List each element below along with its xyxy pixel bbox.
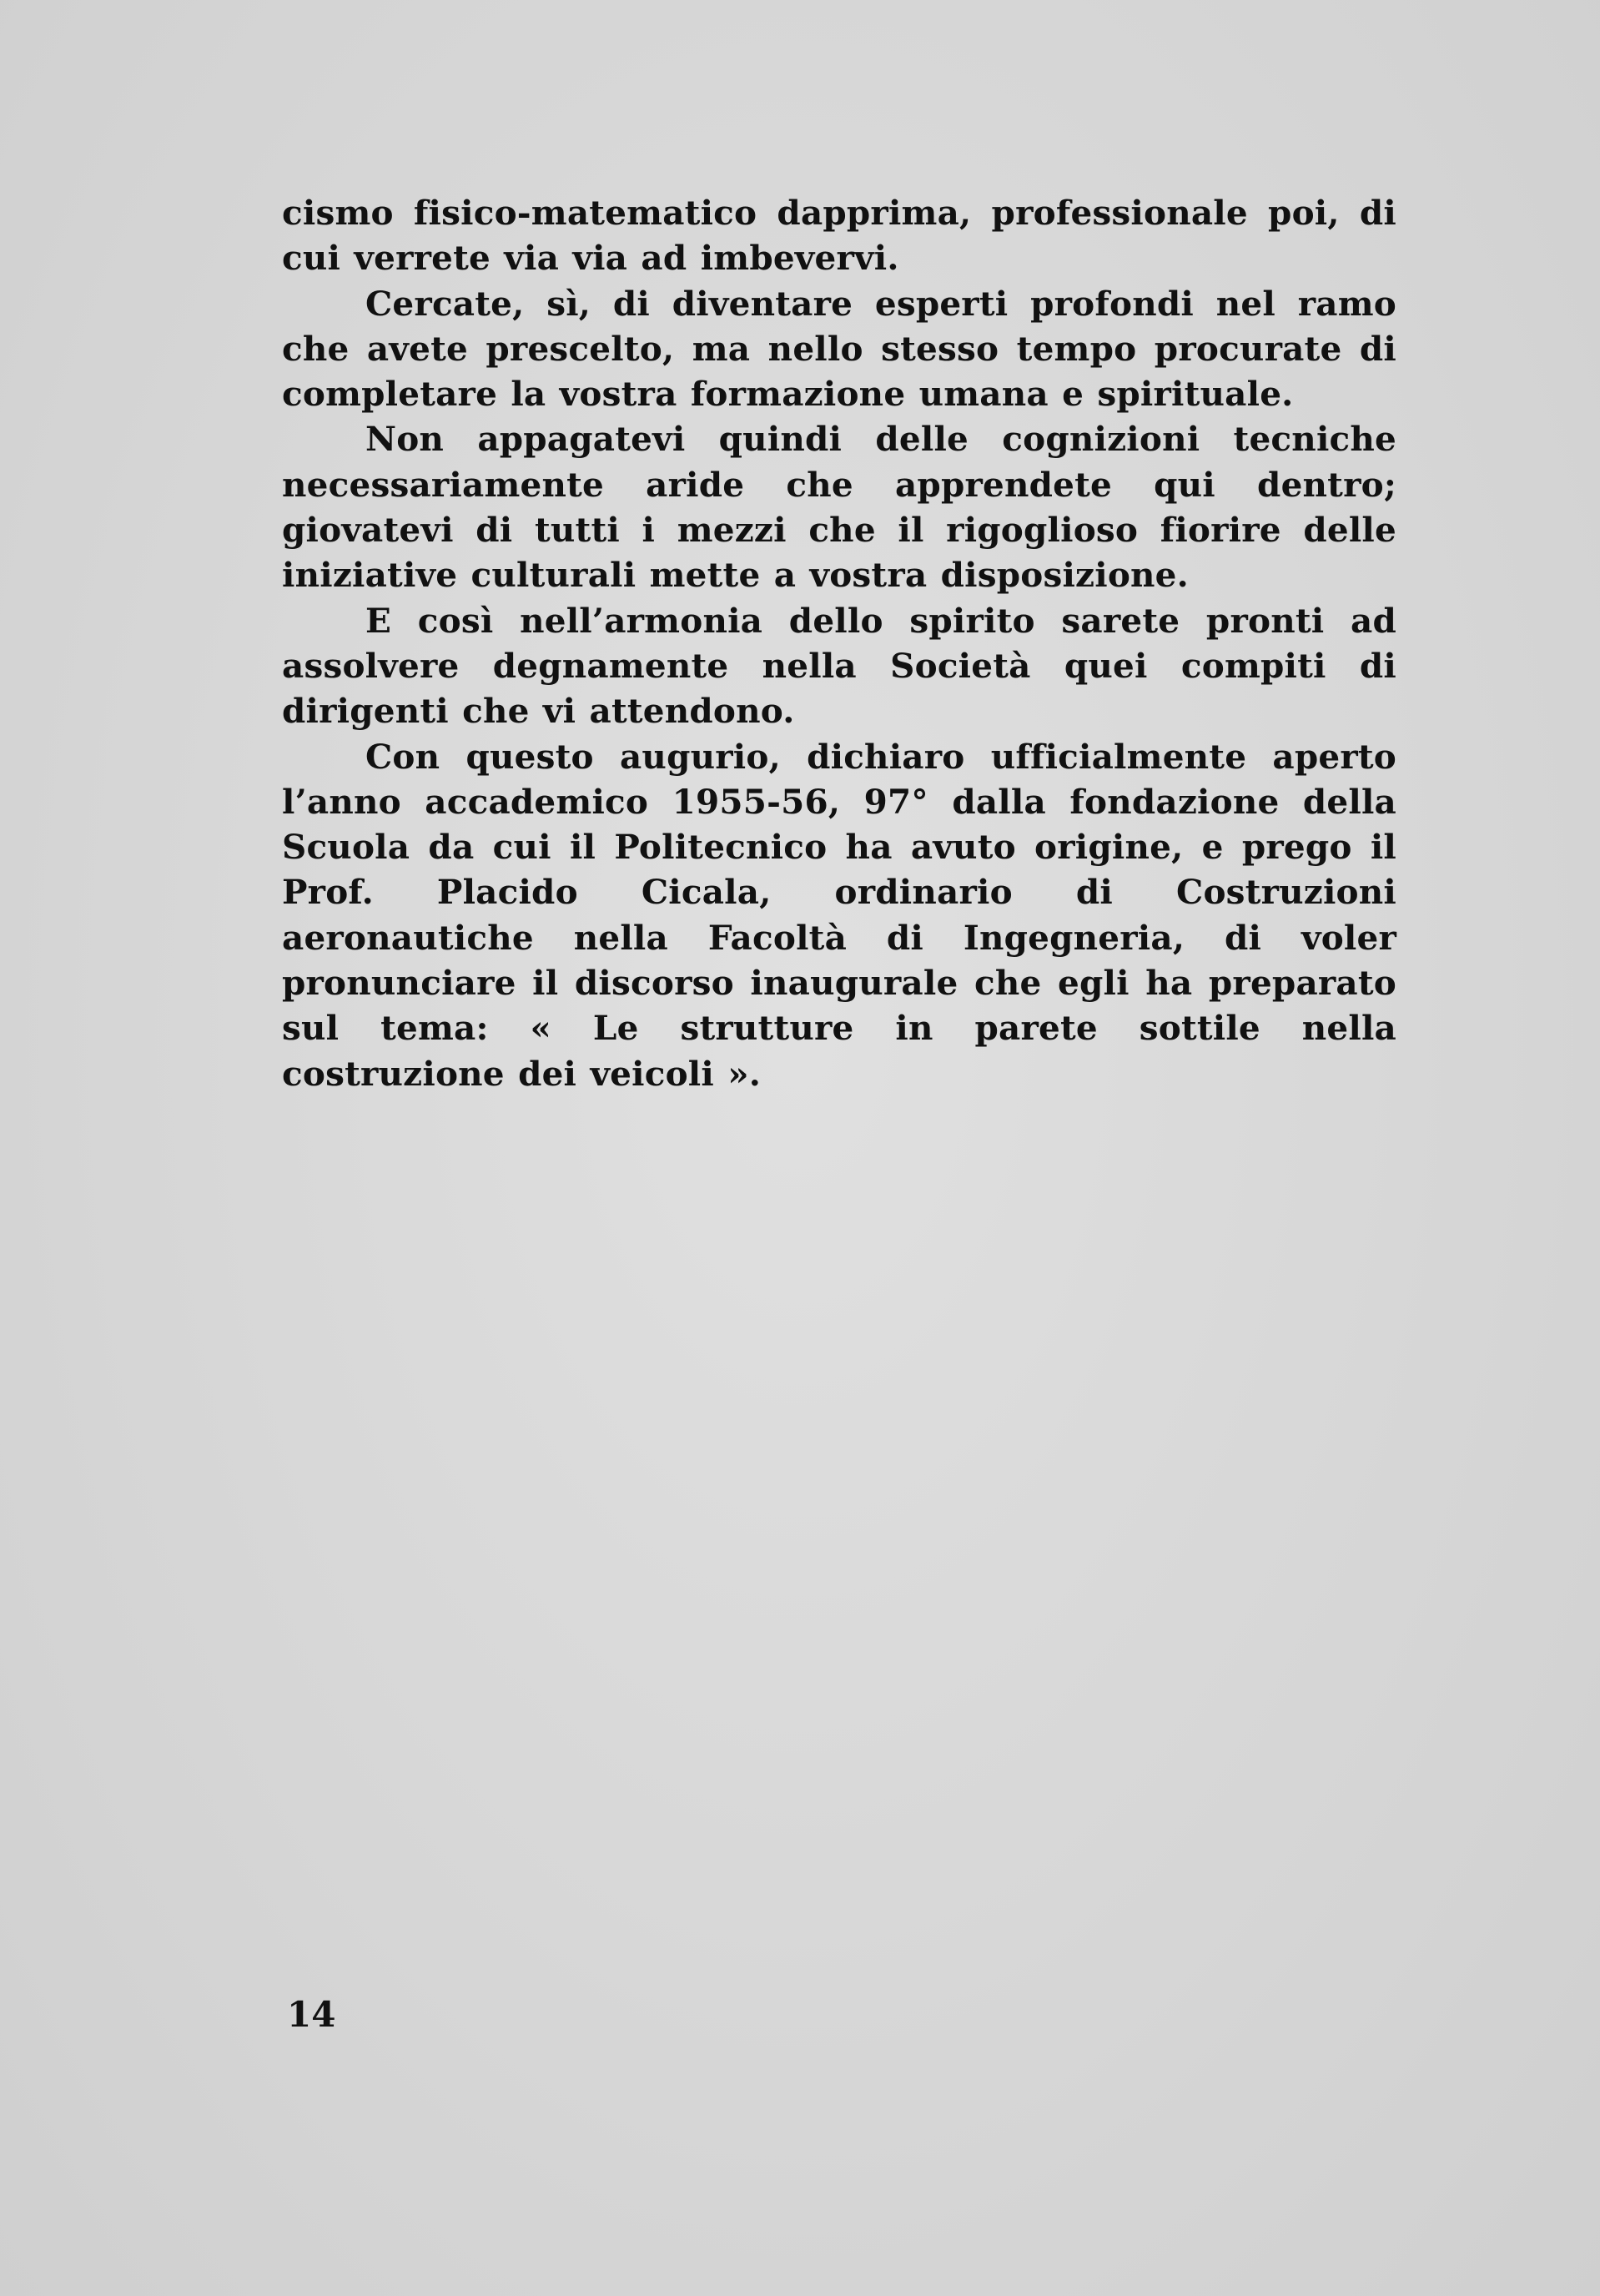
paragraph-continuation: cismo fisico-matematico dapprima, professionale poi, di cui verrete via via ad imbevervi. bbox=[282, 193, 1396, 279]
body-text bbox=[282, 190, 1396, 1096]
paragraph: E così nell’armonia dello spirito sarete pronti ad assolvere degnamente nella Società quei compiti di dirigenti che vi attendono. bbox=[282, 600, 1396, 732]
paragraph: Non appagatevi quindi delle cognizioni tecniche necessariamente aride che apprendete qui dentro; giovatevi di tutti i mezzi che il rigoglioso fiorire delle iniziative culturali mette a vostra disposizione. bbox=[282, 419, 1396, 596]
paragraph: Cercate, sì, di diventare esperti profondi nel ramo che avete prescelto, ma nello stesso tempo procurate di completare la vostra formazione umana e spirituale. bbox=[282, 283, 1396, 415]
page-number: 14 bbox=[287, 1994, 336, 2035]
paragraph: Con questo augurio, dichiaro ufficialmente aperto l’anno accademico 1955-56, 97° dalla fondazione della Scuola da cui il Politecnico ha avuto origine, e prego il Prof. Placido Cicala, ordinario di Costruzioni aeronautiche nella Facoltà di Ingegneria, di voler pronunciare il discorso inaugurale che egli ha preparato sul tema: « Le strutture in parete sottile nella costruzione dei veicoli ». bbox=[282, 736, 1396, 1094]
